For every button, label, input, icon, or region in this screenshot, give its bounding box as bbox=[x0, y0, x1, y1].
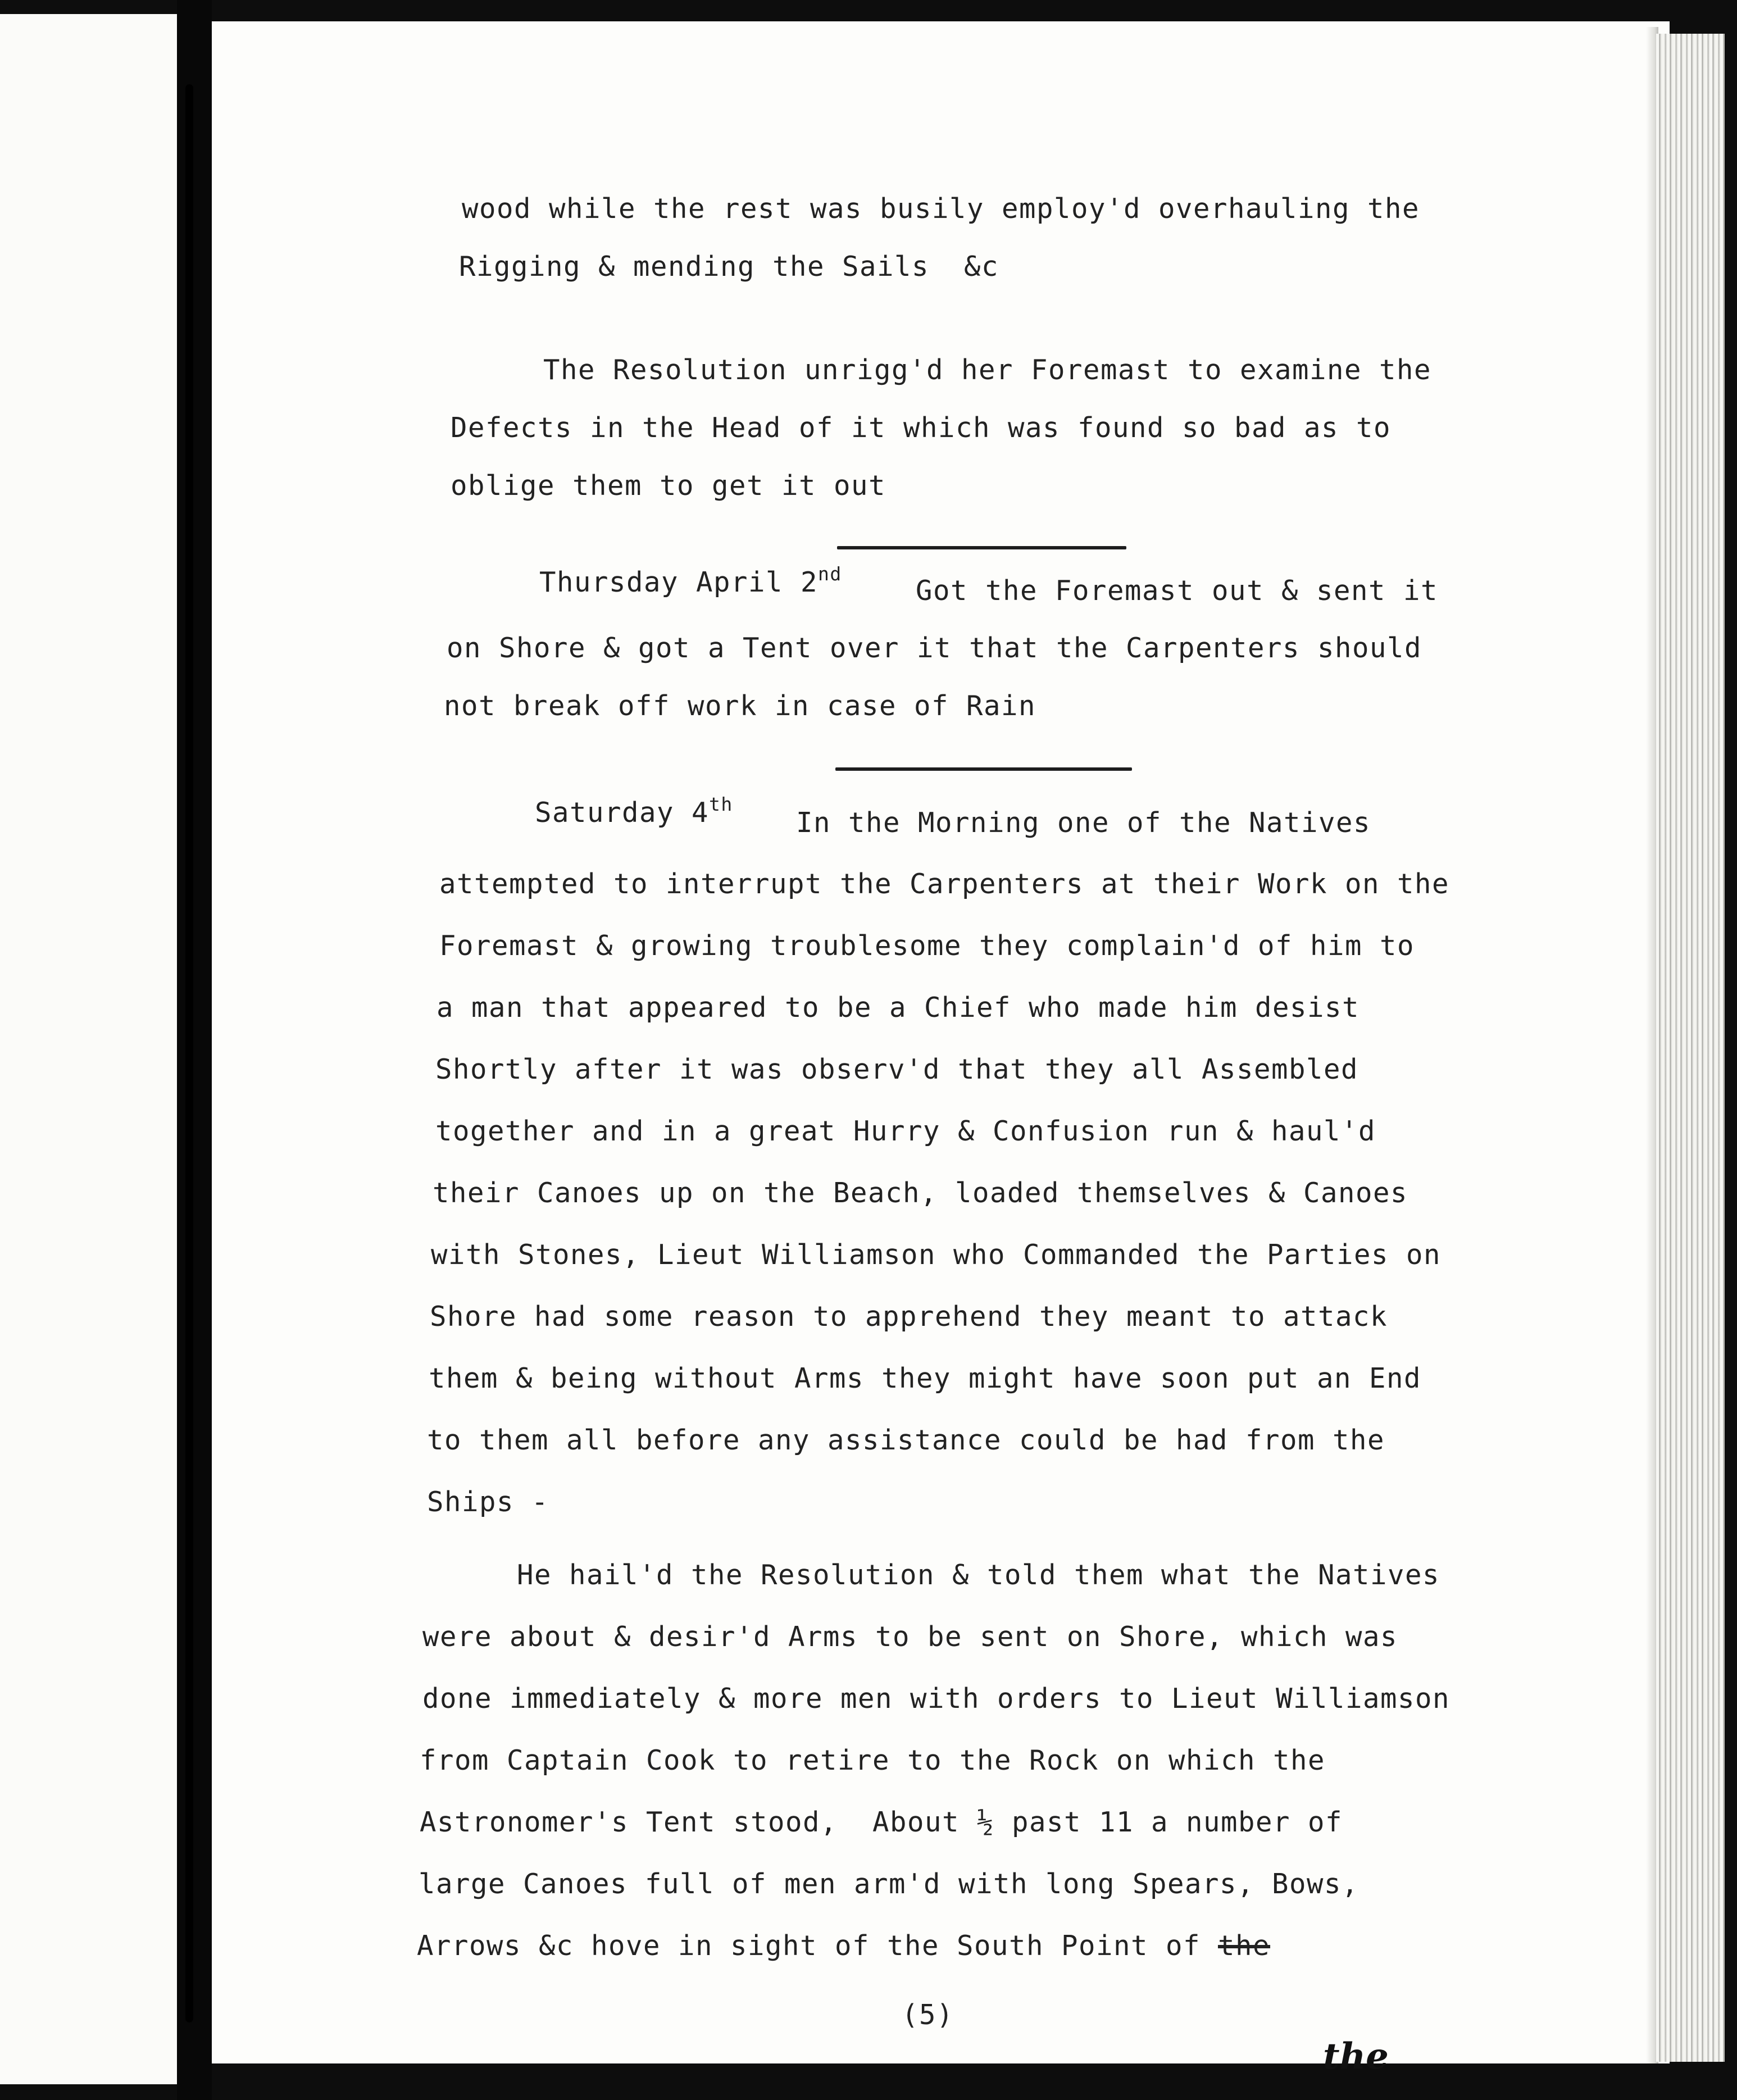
text-line: from Captain Cook to retire to the Rock on which the bbox=[420, 1744, 1326, 1776]
section-divider bbox=[835, 767, 1132, 771]
section-divider bbox=[837, 546, 1126, 549]
facing-page-edge bbox=[0, 14, 177, 2084]
text-line: on Shore & got a Tent over it that the Carpenters should bbox=[447, 632, 1422, 664]
date-heading bbox=[539, 563, 842, 598]
typescript-page bbox=[212, 21, 1670, 2078]
date-text: Saturday 4 bbox=[535, 797, 710, 829]
text-line: were about & desir'd Arms to be sent on Shore, which was bbox=[422, 1621, 1398, 1653]
handwritten-correction: the bbox=[1323, 2035, 1389, 2078]
text-line: with Stones, Lieut Williamson who Commanded the Parties on bbox=[431, 1239, 1442, 1271]
text-line-body: Arrows &c hove in sight of the South Point of bbox=[417, 1930, 1218, 1962]
text-line: Astronomer's Tent stood, About ½ past 11 a number of bbox=[420, 1806, 1343, 1838]
text-line: their Canoes up on the Beach, loaded themselves & Canoes bbox=[433, 1177, 1408, 1209]
page-stack-edges bbox=[1656, 34, 1725, 2062]
text-line: Got the Foremast out & sent it bbox=[916, 575, 1439, 607]
text-line: Shortly after it was observ'd that they all Assembled bbox=[435, 1053, 1359, 1085]
text-line: Rigging & mending the Sails &c bbox=[459, 251, 999, 283]
text-line: Defects in the Head of it which was found so bad as to bbox=[451, 412, 1392, 444]
page-number: (5) bbox=[902, 1999, 954, 2031]
struck-out-word: the bbox=[1218, 1930, 1271, 1962]
text-line: Ships - bbox=[427, 1486, 549, 1518]
date-ordinal: th bbox=[709, 793, 733, 815]
text-line: not break off work in case of Rain bbox=[444, 690, 1036, 722]
text-line: done immediately & more men with orders to Lieut Williamson bbox=[422, 1683, 1450, 1715]
text-line: oblige them to get it out bbox=[451, 470, 886, 502]
text-line: attempted to interrupt the Carpenters at their Work on the bbox=[439, 868, 1450, 900]
date-text: Thursday April 2 bbox=[539, 566, 819, 598]
text-line: them & being without Arms they might have soon put an End bbox=[429, 1362, 1422, 1394]
text-line: Foremast & growing troublesome they complain'd of him to bbox=[439, 930, 1415, 962]
text-line: Shore had some reason to apprehend they meant to attack bbox=[430, 1301, 1388, 1333]
date-heading bbox=[535, 793, 733, 829]
gutter-shadow bbox=[185, 84, 193, 2022]
text-line: In the Morning one of the Natives bbox=[796, 807, 1371, 839]
text-line bbox=[417, 1930, 1270, 1962]
text-line: together and in a great Hurry & Confusion run & haul'd bbox=[435, 1115, 1376, 1147]
text-line: wood while the rest was busily employ'd overhauling the bbox=[462, 193, 1420, 225]
text-line: He hail'd the Resolution & told them what the Natives bbox=[517, 1559, 1440, 1591]
text-line: to them all before any assistance could be had from the bbox=[427, 1424, 1385, 1456]
text-line: The Resolution unrigg'd her Foremast to examine the bbox=[543, 354, 1432, 386]
book-gutter bbox=[177, 0, 212, 2100]
text-line: a man that appeared to be a Chief who made him desist bbox=[436, 992, 1360, 1024]
text-line: large Canoes full of men arm'd with long Spears, Bows, bbox=[419, 1868, 1359, 1900]
typed-text-block bbox=[212, 21, 1670, 2063]
date-ordinal: nd bbox=[818, 563, 842, 585]
